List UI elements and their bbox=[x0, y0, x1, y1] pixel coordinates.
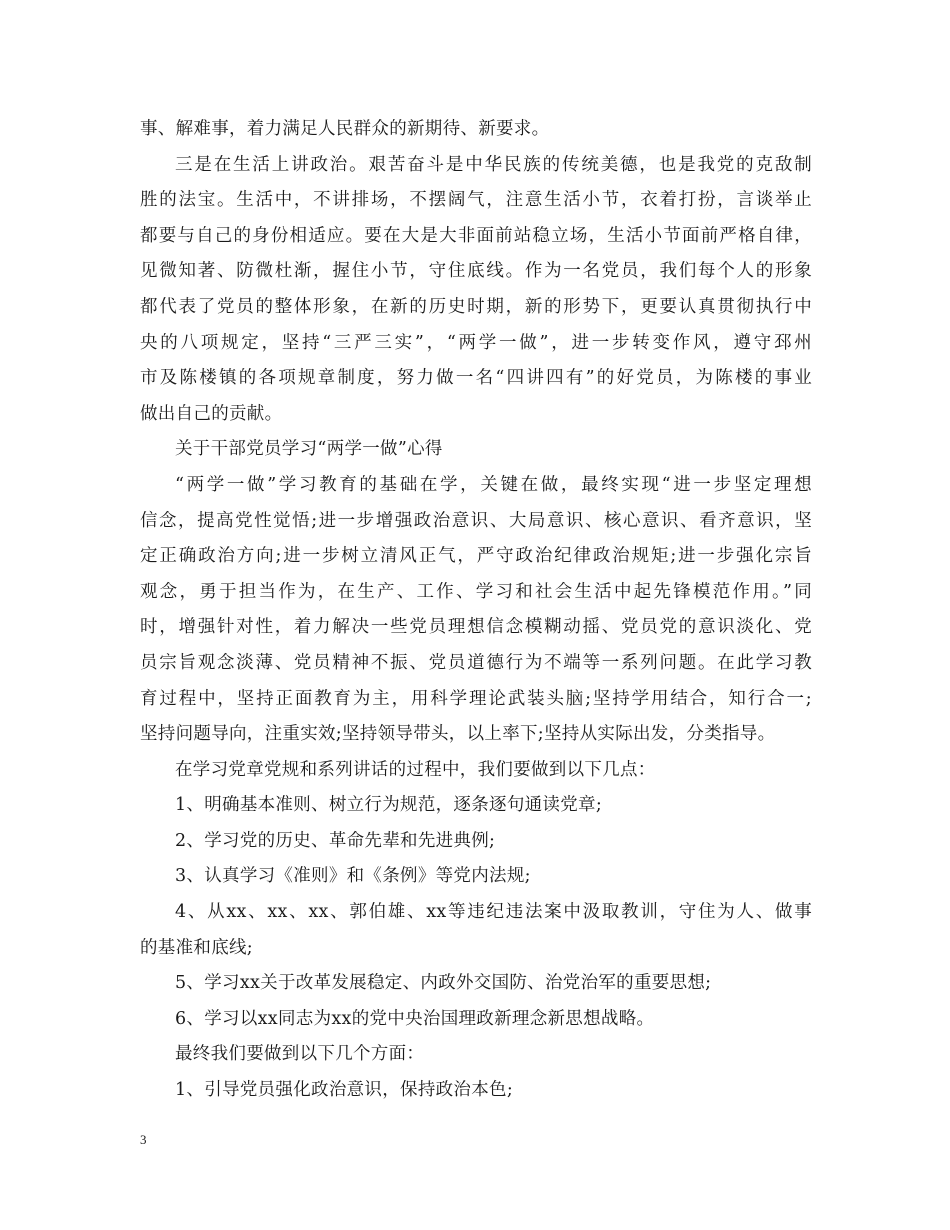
text-line: 都代表了党员的整体形象，在新的历史时期，新的形势下，更要认真贯彻执行中 bbox=[140, 296, 812, 317]
text-line: 的基准和底线; bbox=[140, 937, 253, 958]
text-line: 信念，提高党性觉悟;进一步增强政治意识、大局意识、核心意识、看齐意识，坚 bbox=[140, 510, 812, 531]
text-line: 1、明确基本准则、树立行为规范，逐条逐句通读党章; bbox=[175, 795, 603, 816]
text-line: 3、认真学习《准则》和《条例》等党内法规; bbox=[175, 866, 531, 887]
document-body bbox=[140, 112, 812, 1109]
text-line: 央的八项规定，坚持“三严三实”，“两学一做”，进一步转变作风，遵守邳州 bbox=[140, 332, 812, 353]
text-line: 4、从xx、xx、xx、郭伯雄、xx等违纪违法案中汲取教训，守住为人、做事 bbox=[175, 902, 812, 923]
text-line: 关于干部党员学习“两学一做”心得 bbox=[175, 439, 443, 460]
text-line: 在学习党章党规和系列讲话的过程中，我们要做到以下几点： bbox=[175, 759, 656, 780]
text-line: “两学一做”学习教育的基础在学，关键在做，最终实现“进一步坚定理想 bbox=[175, 474, 812, 495]
text-line: 最终我们要做到以下几个方面： bbox=[175, 1044, 425, 1065]
text-line: 做出自己的贡献。 bbox=[140, 403, 283, 424]
text-line: 事、解难事，着力满足人民群众的新期待、新要求。 bbox=[140, 119, 550, 139]
text-line: 市及陈楼镇的各项规章制度，努力做一名“四讲四有”的好党员，为陈楼的事业 bbox=[140, 368, 812, 389]
text-line: 定正确政治方向;进一步树立清风正气，严守政治纪律政治规矩;进一步强化宗旨 bbox=[140, 546, 812, 567]
text-line: 都要与自己的身份相适应。要在大是大非面前站稳立场，生活小节面前严格自律， bbox=[140, 225, 812, 246]
text-line: 见微知著、防微杜渐，握住小节，守住底线。作为一名党员，我们每个人的形象 bbox=[140, 261, 812, 282]
text-line: 三是在生活上讲政治。艰苦奋斗是中华民族的传统美德，也是我党的克敌制 bbox=[175, 154, 812, 175]
text-line: 坚持问题导向，注重实效;坚持领导带头，以上率下;坚持从实际出发，分类指导。 bbox=[140, 724, 776, 745]
text-line: 员宗旨观念淡薄、党员精神不振、党员道德行为不端等一系列问题。在此学习教 bbox=[140, 652, 812, 673]
text-line: 育过程中，坚持正面教育为主，用科学理论武装头脑;坚持学用结合，知行合一; bbox=[140, 688, 812, 709]
text-line: 时，增强针对性，着力解决一些党员理想信念模糊动摇、党员党的意识淡化、党 bbox=[140, 617, 812, 638]
text-line: 胜的法宝。生活中，不讲排场，不摆阔气，注意生活小节，衣着打扮，言谈举止 bbox=[140, 190, 812, 211]
text-line: 1、引导党员强化政治意识，保持政治本色; bbox=[175, 1080, 514, 1101]
text-line: 5、学习xx关于改革发展稳定、内政外交国防、治党治军的重要思想; bbox=[175, 973, 712, 994]
page-number: 3 bbox=[140, 1132, 147, 1147]
text-line: 6、学习以xx同志为xx的党中央治国理政新理念新思想战略。 bbox=[175, 1008, 655, 1029]
text-line: 2、学习党的历史、革命先辈和先进典例; bbox=[175, 830, 496, 851]
text-line: 观念，勇于担当作为，在生产、工作、学习和社会生活中起先锋模范作用。”同 bbox=[140, 581, 812, 602]
